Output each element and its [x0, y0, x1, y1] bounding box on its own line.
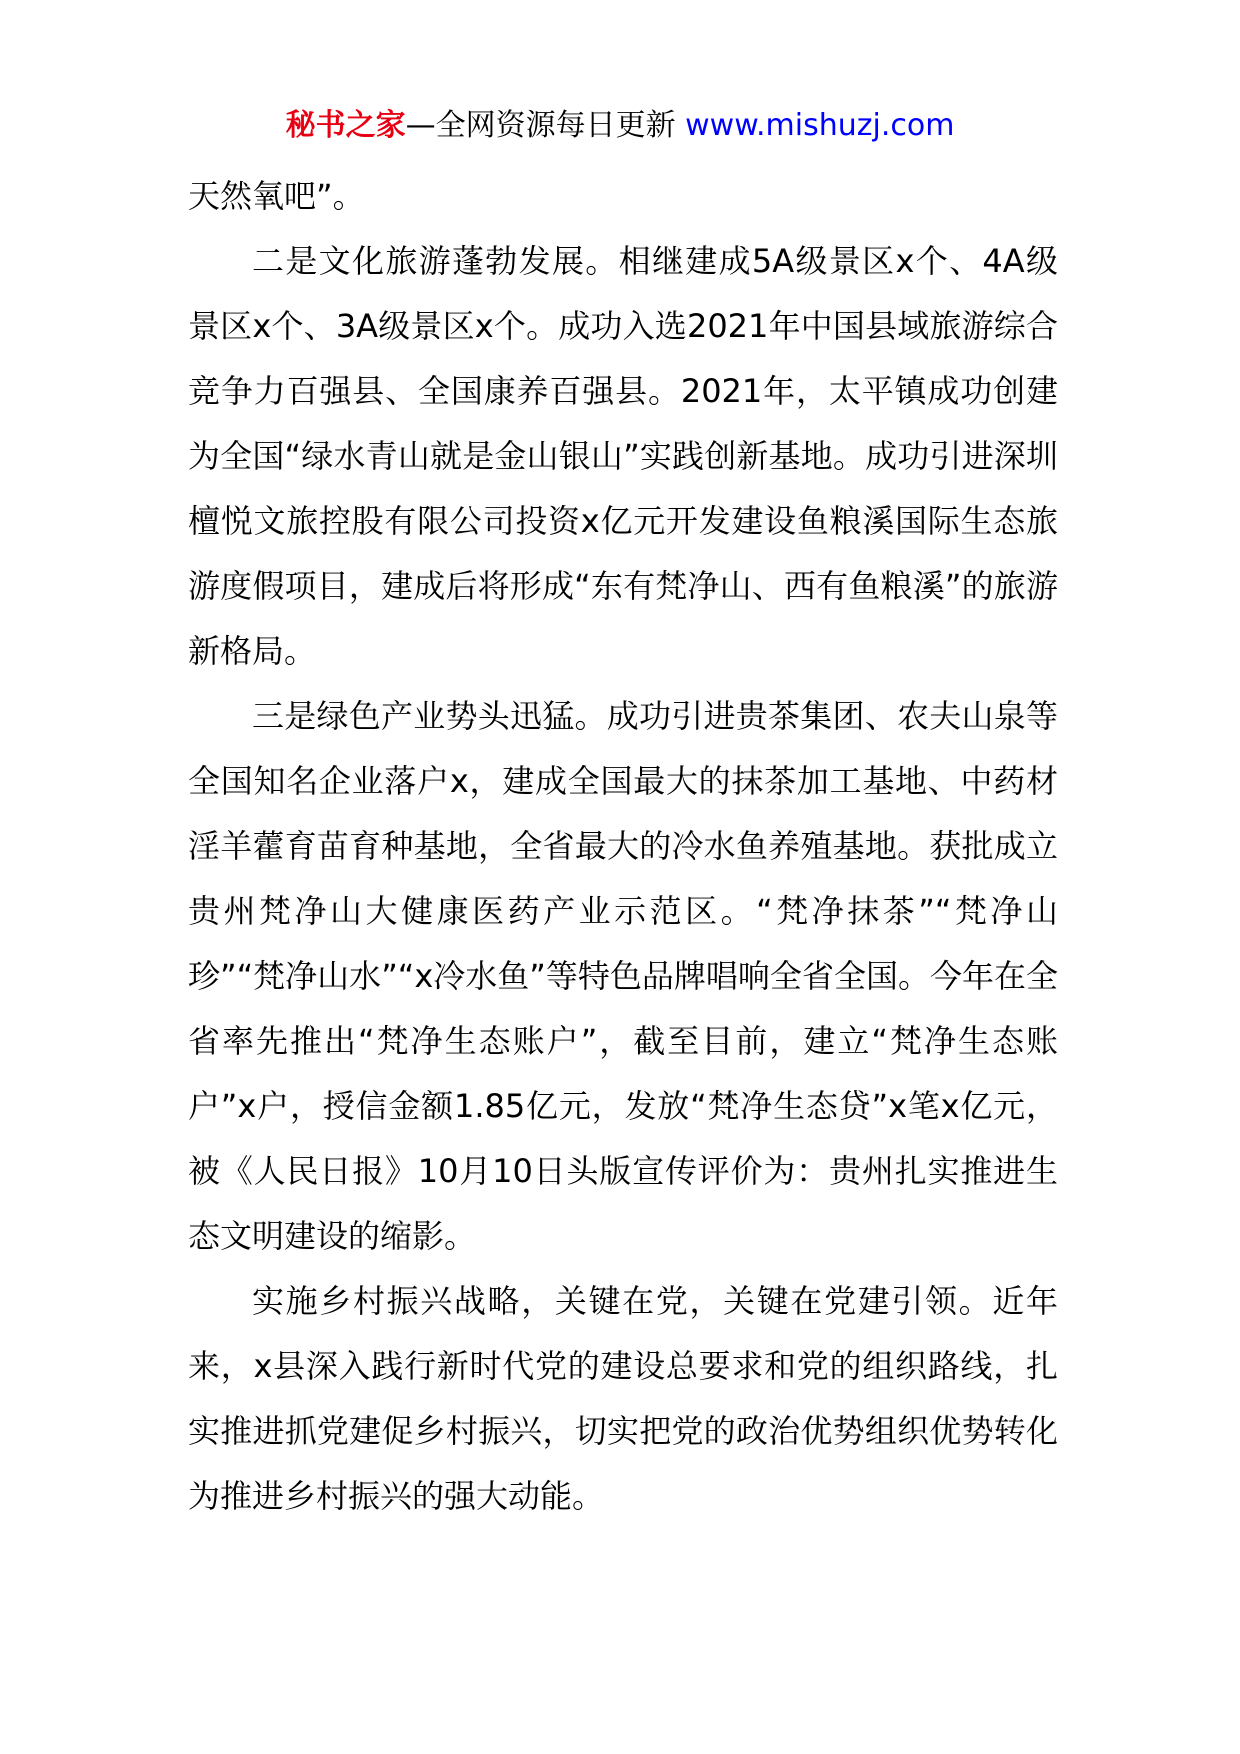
paragraph-green-industry: 三是绿色产业势头迅猛。成功引进贵茶集团、农夫山泉等全国知名企业落户x，建成全国最大的抹茶加工基地、中药材淫羊藿育苗育种基地，全省最大的冷水鱼养殖基地。获批成立贵州梵净山大健康医药产业示范区。“梵净抹茶”“梵净山珍”“梵净山水”“x冷水鱼”等特色品牌唱响全省全国。今年在全省率先推出“梵净生态账户”，截至目前，建立“梵净生态账户”x户，授信金额1.85亿元，发放“梵净生态贷”x笔x亿元，被《人民日报》10月10日头版宣传评价为：贵州扎实推进生态文明建设的缩影。	[188, 697, 1058, 1255]
paragraph-continuation: 天然氧吧”。	[188, 177, 365, 215]
paragraph-cultural-tourism: 二是文化旅游蓬勃发展。相继建成5A级景区x个、4A级景区x个、3A级景区x个。成功入选2021年中国县域旅游综合竞争力百强县、全国康养百强县。2021年，太平镇成功创建为全国“绿水青山就是金山银山”实践创新基地。成功引进深圳檀悦文旅控股有限公司投资x亿元开发建设鱼粮溪国际生态旅游度假项目，建成后将形成“东有梵净山、西有鱼粮溪”的旅游新格局。	[188, 242, 1058, 670]
header-url-link[interactable]: www.mishuzj.com	[685, 108, 955, 143]
document-body	[188, 164, 1058, 1529]
paragraph-party-building: 实施乡村振兴战略，关键在党，关键在党建引领。近年来，x县深入践行新时代党的建设总要求和党的组织路线，扎实推进抓党建促乡村振兴，切实把党的政治优势组织优势转化为推进乡村振兴的强大动能。	[188, 1282, 1058, 1515]
header-slogan: —全网资源每日更新	[405, 108, 686, 143]
brand-name: 秘书之家	[285, 108, 406, 143]
watermark-header	[0, 104, 1240, 148]
